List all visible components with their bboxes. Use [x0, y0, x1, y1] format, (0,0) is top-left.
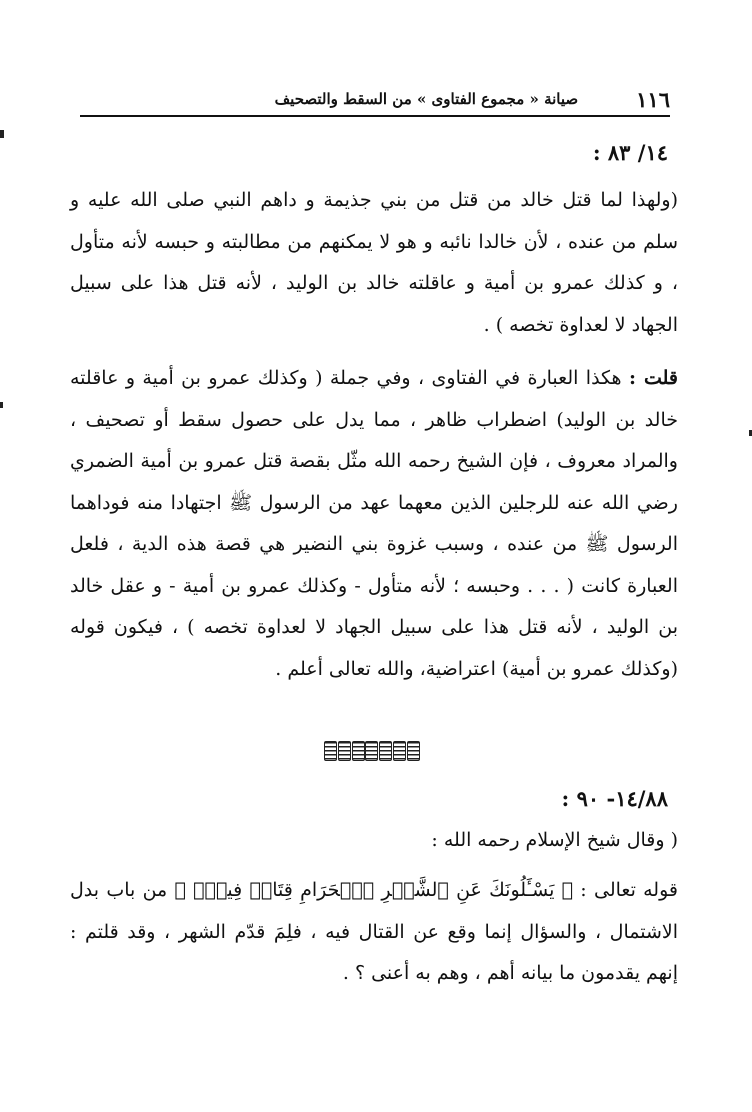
ornament-mark [324, 741, 337, 761]
qult-label: قلت : [628, 367, 678, 389]
running-title: صيانة « مجموع الفتاوى » من السقط والتصحيف [274, 90, 579, 108]
ornament-mark [379, 741, 392, 761]
page-header [80, 86, 670, 112]
page-number: ١١٦ [636, 86, 670, 112]
ornament-mark [338, 741, 351, 761]
scan-edge-mark [0, 402, 3, 408]
header-rule [80, 115, 670, 117]
quote-intro: ( وقال شيخ الإسلام رحمه الله : [431, 829, 678, 851]
ornament-mark [365, 741, 378, 761]
commentary-text: هكذا العبارة في الفتاوى ، وفي جملة ( وكذلك عمرو بن أمية و عاقلته خالد بن الوليد) اضطراب ظاهر ، مما يدل على حصول سقط أو تصحيف ، والمراد معروف ، فإن الشيخ رحمه الله مثّل بقصة قتل عمرو بن أمية الضمري رضي الله عنه للرجلين الذين معهما عهد من الرسول ﷺ اجتهادا منه فوداهما الرسول ﷺ من عنده ، وسبب غزوة بني النضير هي قصة هذه الدية ، فلعل العبارة كانت ( . . . وحبسه ؛ لأنه متأول - وكذلك عمرو بن أمية - و عقل خالد بن الوليد ، لأنه قتل هذا على سبيل الجهاد لا لعداوة تخصه ) ، فيكون قوله (وكذلك عمرو بن أمية) اعتراضية، والله تعالى أعلم . [70, 367, 678, 680]
ornament-mark [393, 741, 406, 761]
quran-paragraph: قوله تعالى : ﴿ يَسْـَٔلُونَكَ عَنِ ٱلشَّهۡرِ ٱلۡحَرَامِ قِتَالٖ فِيهِۖ ﴾ من باب بدل الاشتمال ، والسؤال إنما وقع عن القتال فيه ، فلِمَ قدّم الشهر ، وقد قلتم : إنهم يقدمون ما بيانه أهم ، وهم به أعنى ؟ . [70, 879, 678, 984]
ornament-mark [407, 741, 420, 761]
section-reference: ١٤/٨٨- ٩٠ : [561, 786, 668, 811]
commentary-paragraph [70, 358, 678, 690]
ornamental-divider [324, 740, 420, 762]
section-reference: ١٤/ ٨٣ : [592, 140, 668, 165]
ornament-mark [352, 741, 365, 761]
quoted-passage: (ولهذا لما قتل خالد من قتل من بني جذيمة و داهم النبي صلى الله عليه و سلم من عنده ، لأن خالدا نائبه و هو لا يمكنهم من مطالبته و حبسه لأنه متأول ، و كذلك عمرو بن أمية و عاقلته خالد بن الوليد ، لأنه قتل هذا على سبيل الجهاد لا لعداوة تخصه ) . [70, 189, 678, 336]
scan-edge-mark [0, 130, 4, 138]
